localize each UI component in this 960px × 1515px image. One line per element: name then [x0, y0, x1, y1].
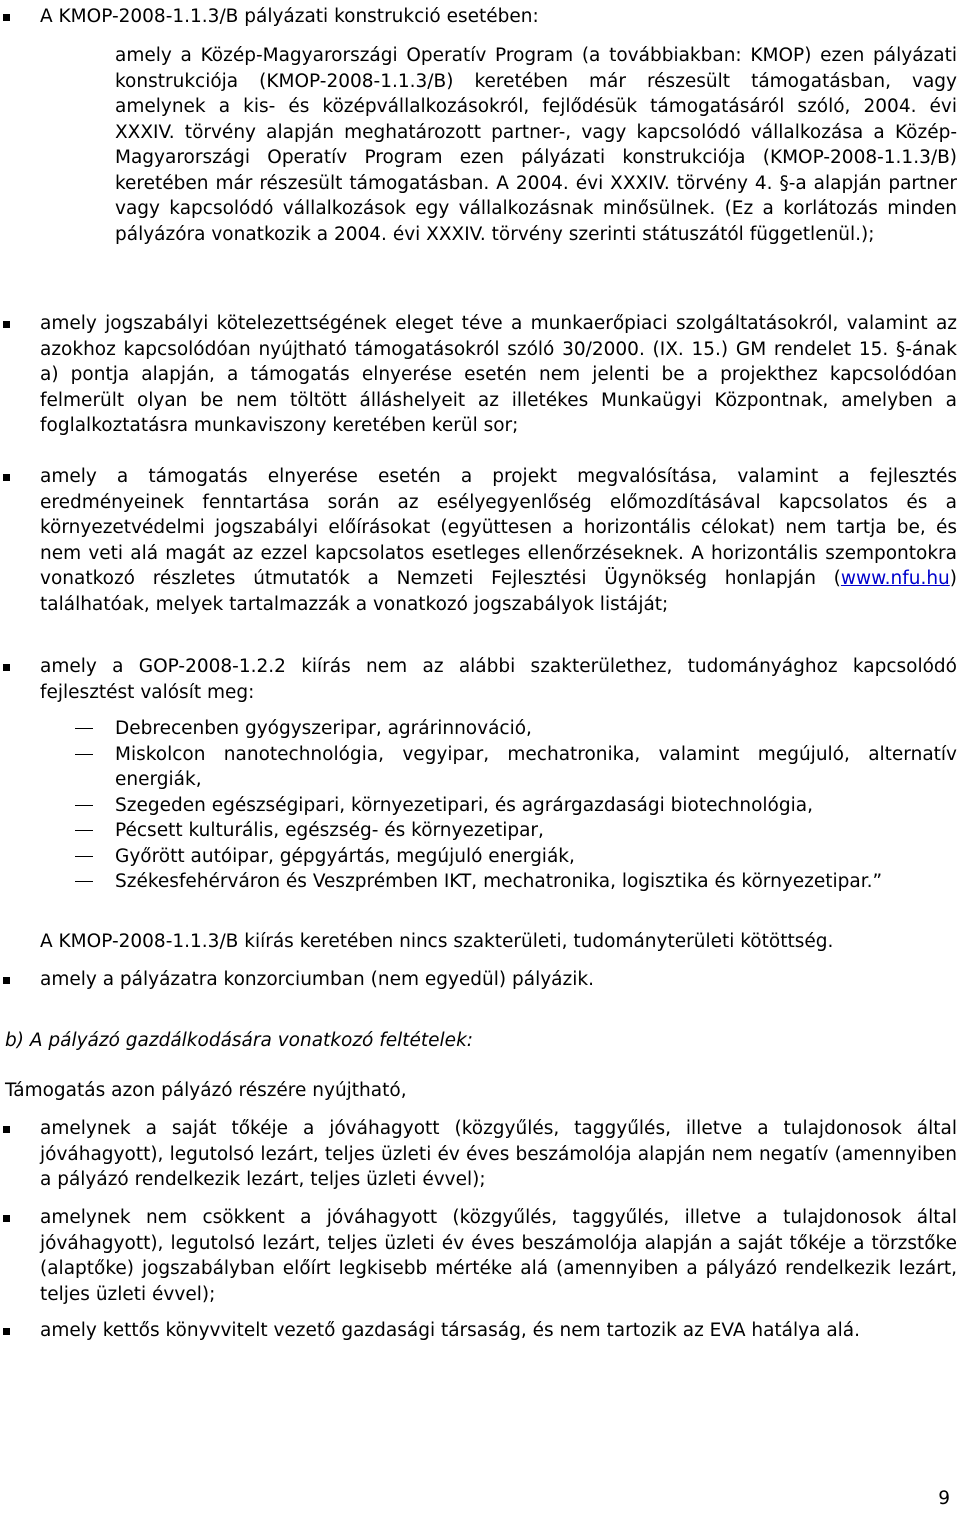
bullet-gop-text: amely a GOP-2008-1.2.2 kiírás nem az alábbi szakterülethez, tudományághoz kapcsolódó fejlesztést valósít meg:: [40, 656, 957, 703]
bullet-square: [0, 1318, 40, 1343]
bullet-kmop-title: A KMOP-2008-1.1.3/B pályázati konstrukció esetében:: [40, 6, 539, 27]
bullet-horizontalis: [0, 464, 960, 617]
bullet-square: [0, 654, 40, 679]
bullet-square: [0, 4, 40, 29]
list-item: Debrecenben gyógyszeripar, agrárinnováció,: [40, 716, 957, 742]
dash-marker: [40, 844, 115, 869]
list-item: Miskolcon nanotechnológia, vegyipar, mechatronika, valamint megújuló, alternatív energiák,: [40, 742, 957, 793]
bullet-munkaugyi-text: amely jogszabályi kötelezettségének eleget téve a munkaerőpiaci szolgáltatásokról, valamint az azokhoz kapcsolódóan nyújtható támogatásokról szóló 30/2000. (IX. 15.) GM rendelet 15. §-ának a) pontja alapján, a támogatás elnyerése esetén nem jelenti be a projekthez kapcsolódóan felmerült olyan be nem töltött álláshelyeit az illetékes Munkaügyi Központnak, amelyben a foglalkoztatásra munkaviszony keretében kerül sor;: [40, 313, 957, 436]
bullet-konzorcium: [0, 967, 960, 993]
bullet-munkaugyi: [0, 311, 960, 439]
dash-marker: [40, 818, 115, 843]
bullet-sajat-toke-text: amelynek a saját tőkéje a jóváhagyott (közgyűlés, taggyűlés, illetve a tulajdonosok által jóváhagyott), legutolsó lezárt, teljes üzleti év éves beszámolója alapján nem negatív (amennyiben a pályázó rendelkezik lezárt, teljes üzleti évvel);: [40, 1118, 957, 1190]
bullet-square: [0, 1116, 40, 1141]
list-item: Pécsett kulturális, egészség- és környezetipar,: [40, 818, 957, 844]
dash-marker: [40, 869, 115, 894]
bullet-kettos-konyvvitel: [0, 1318, 960, 1344]
horizontalis-text-after: ) találhatóak, melyek tartalmazzák a vonatkozó jogszabályok listáját;: [40, 568, 957, 615]
szakterulet-list: [40, 716, 957, 895]
dash-marker: [40, 742, 115, 767]
bullet-square: [0, 311, 40, 336]
bullet-gop: [0, 654, 960, 705]
horizontalis-text-before: amely a támogatás elnyerése esetén a projekt megvalósítása, valamint a fejlesztés eredményeinek fenntartása során az esélyegyenlőség előmozdításával kapcsolatos és a környezetvédelmi jogszabályi előírásokat (együttesen a horizontális célokat) nem tartja be, és nem veti alá magát az ezzel kapcsolatos esetleges ellenőrzéseknek. A horizontális szempontokra vonatkozó részletes útmutatók a Nemzeti Fejlesztési Ügynökség honlapján (: [40, 466, 957, 589]
list-item: Szegeden egészségipari, környezetipari, és agrárgazdasági biotechnológia,: [40, 793, 957, 819]
bullet-square: [0, 967, 40, 992]
list-item: Székesfehérváron és Veszprémben IKT, mechatronika, logisztika és környezetipar.”: [40, 869, 957, 895]
kmop-note: A KMOP-2008-1.1.3/B kiírás keretében nincs szakterületi, tudományterületi kötöttség.: [40, 931, 834, 952]
bullet-torzstoke: [0, 1205, 960, 1307]
dash-marker: [40, 793, 115, 818]
bullet-torzstoke-text: amelynek nem csökkent a jóváhagyott (közgyűlés, taggyűlés, illetve a tulajdonosok által jóváhagyott), legutolsó lezárt, teljes üzleti év éves beszámolója alapján a saját tőkéje a törzstőke (alaptőke) jogszabályban előírt legkisebb mértéke alá (amennyiben a pályázó rendelkezik lezárt, teljes üzleti évvel);: [40, 1207, 957, 1305]
dash-marker: [40, 716, 115, 741]
bullet-square: [0, 1205, 40, 1230]
list-item: Győrött autóipar, gépgyártás, megújuló energiák,: [40, 844, 957, 870]
bullet-horizontalis-text: [40, 464, 957, 617]
bullet-square: [0, 464, 40, 489]
bullet-konzorcium-text: amely a pályázatra konzorciumban (nem egyedül) pályázik.: [40, 969, 594, 990]
page-number: 9: [938, 1488, 950, 1509]
bullet-kmop-body: amely a Közép-Magyarországi Operatív Program (a továbbiakban: KMOP) ezen pályázati konstrukciója (KMOP-2008-1.1.3/B) keretében már részesült támogatásban, vagy amelynek a kis- és középvállalkozásokról, fejlődésük támogatásáról szóló, 2004. évi XXXIV. törvény alapján meghatározott partner-, vagy kapcsolódó vállalkozása a Közép-Magyarországi Operatív Program ezen pályázati konstrukciója (KMOP-2008-1.1.3/B) keretében már részesült támogatásban. A 2004. évi XXXIV. törvény 4. §-a alapján partner vagy kapcsolódó vállalkozások egy vállalkozásnak minősülnek. (Ez a korlátozás minden pályázóra vonatkozik a 2004. évi XXXIV. törvény szerinti státuszától függetlenül.);: [115, 45, 957, 245]
section-intro: Támogatás azon pályázó részére nyújtható,: [5, 1080, 407, 1101]
bullet-kmop: [0, 4, 960, 30]
bullet-kettos-konyvvitel-text: amely kettős könyvvitelt vezető gazdasági társaság, és nem tartozik az EVA hatálya alá.: [40, 1320, 861, 1341]
bullet-sajat-toke: [0, 1116, 960, 1193]
nfu-link[interactable]: www.nfu.hu: [840, 568, 950, 589]
section-heading: b) A pályázó gazdálkodására vonatkozó feltételek:: [5, 1030, 474, 1051]
